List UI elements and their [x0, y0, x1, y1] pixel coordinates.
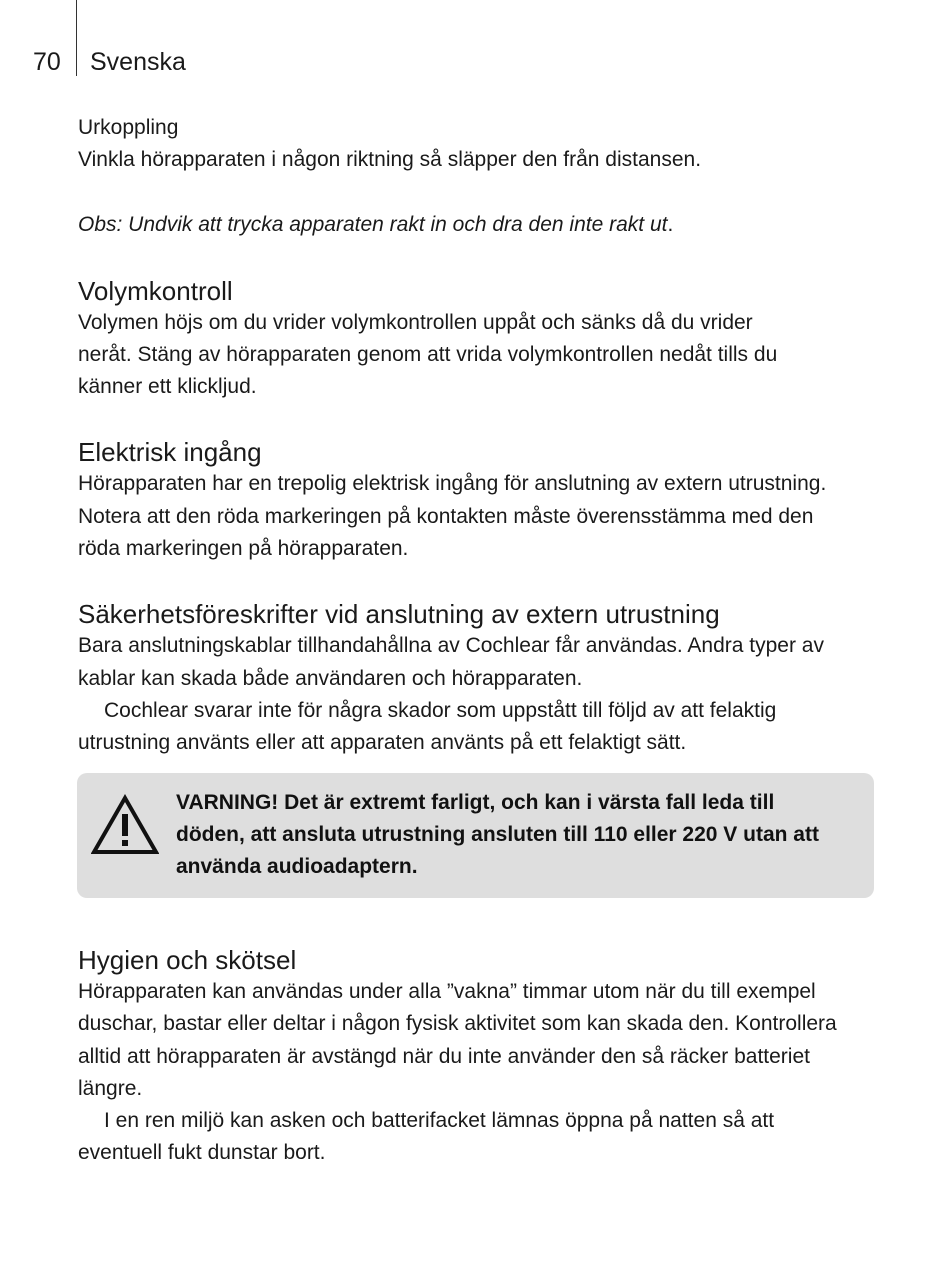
volym-line: känner ett klickljud. — [78, 375, 257, 399]
hygien-content — [78, 944, 878, 1170]
warning-line: döden, att ansluta utrustning ansluten till 110 eller 220 V utan att — [176, 823, 819, 846]
hygien-line: alltid att hörapparaten är avstängd när du inte använder den så räcker batteriet — [78, 1044, 810, 1068]
hygien-line: Hörapparaten kan användas under alla ”vakna” timmar utom när du till exempel — [78, 980, 816, 1003]
warning-line: använda audioadaptern. — [176, 855, 418, 878]
elektrisk-line: röda markeringen på hörapparaten. — [78, 537, 409, 561]
sakerhet-line: Cochlear svarar inte för några skador som uppstått till följd av att felaktig — [104, 698, 777, 722]
urkoppling-body: Vinkla hörapparaten i någon riktning så släpper den från distansen. — [78, 148, 702, 171]
elektrisk-heading: Elektrisk ingång — [78, 437, 262, 468]
section-hygien — [78, 944, 878, 1170]
hygien-line: längre. — [78, 1076, 143, 1100]
section-urkoppling — [78, 112, 878, 242]
main-content — [78, 112, 878, 760]
hygien-line: I en ren miljö kan asken och batterifacket lämnas öppna på natten så att — [104, 1109, 775, 1133]
page-header — [0, 0, 950, 80]
sakerhet-line: kablar kan skada både användaren och hörapparaten. — [78, 666, 583, 690]
warning-box — [77, 773, 874, 898]
warning-line: VARNING! Det är extremt farligt, och kan i värsta fall leda till — [176, 791, 775, 814]
warning-triangle-icon — [91, 794, 159, 856]
volym-heading: Volymkontroll — [78, 275, 233, 306]
page-number: 70 — [33, 48, 61, 76]
sakerhet-line: Bara anslutningskablar tillhandahållna av Cochlear får användas. Andra typer av — [78, 634, 824, 658]
hygien-line: eventuell fukt dunstar bort. — [78, 1141, 326, 1165]
section-volymkontroll — [78, 275, 878, 404]
section-sakerhet — [78, 598, 878, 759]
note-end: . — [667, 213, 674, 237]
hygien-line: duschar, bastar eller deltar i någon fysisk aktivitet som kan skada den. Kontrollera — [78, 1012, 837, 1036]
section-elektrisk — [78, 436, 878, 565]
hygien-heading: Hygien och skötsel — [78, 945, 297, 975]
volym-line: neråt. Stäng av hörapparaten genom att vrida volymkontrollen nedåt tills du — [78, 342, 778, 366]
elektrisk-line: Hörapparaten har en trepolig elektrisk ingång för anslutning av extern utrustning. — [78, 472, 827, 496]
volym-line: Volymen höjs om du vrider volymkontrollen uppåt och sänks då du vrider — [78, 310, 753, 334]
sakerhet-heading: Säkerhetsföreskrifter vid anslutning av extern utrustning — [78, 599, 720, 630]
urkoppling-title: Urkoppling — [78, 116, 179, 139]
urkoppling-note — [78, 209, 878, 241]
sakerhet-line: utrustning använts eller att apparaten använts på ett felaktigt sätt. — [78, 731, 687, 755]
elektrisk-line: Notera att den röda markeringen på kontakten måste överensstämma med den — [78, 504, 814, 528]
section-title: Svenska — [90, 48, 186, 76]
note-text: Obs: Undvik att trycka apparaten rakt in och dra den inte rakt ut — [78, 213, 668, 237]
header-divider — [76, 0, 77, 76]
warning-text — [176, 787, 856, 883]
